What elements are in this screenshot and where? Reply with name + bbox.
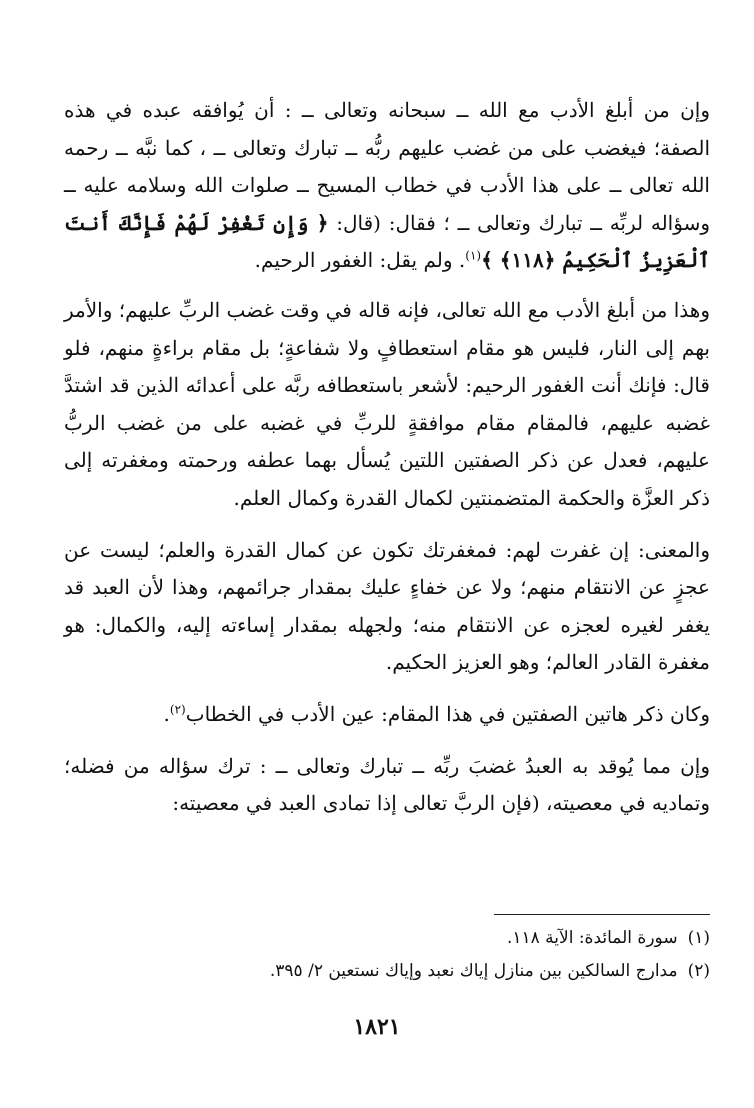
paragraph-5: وإن مما يُوقد به العبدُ غضبَ ربِّه ــ تبارك وتعالى ــ : ترك سؤاله من فضله؛ وتماديه في معصيته، (فإن الربَّ تعالى إذا تمادى العبد في معصيته:: [64, 753, 710, 816]
footnote-2-text: مدارج السالكين بين منازل إياك نعبد وإياك نستعين ٢/ ٣٩٥.: [269, 961, 678, 981]
paragraph-3: والمعنى: إن غفرت لهم: فمغفرتك تكون عن كمال القدرة والعلم؛ ليست عن عجزٍ عن الانتقام منهم؛ ولا عن خفاءٍ عليك بمقدار جرائمهم، وهذا لأن العبد قد يغفر لغيره لعجزه عن الانتقام منه؛ ولجهله بمقدار إساءته إليه، والكمال: هو مغفرة القادر العالم؛ وهو العزيز الحكيم.: [64, 537, 710, 675]
quran-verse: ﴿ وَإِن تَغْفِرْ لَهُمْ فَإِنَّكَ أَنتَ ٱلْعَزِيزُ ٱلْحَكِيمُ ﴿١١٨﴾ ﴾: [64, 210, 710, 273]
paragraph-4-text: وكان ذكر هاتين الصفتين في هذا المقام: عين الأدب في الخطاب: [185, 701, 710, 726]
paragraph-1: [64, 92, 710, 280]
footnote-1: [64, 922, 710, 955]
paragraph-1-text: وإن من أبلغ الأدب مع الله ــ سبحانه وتعالى ــ : أن يُوافقه عبده في هذه الصفة؛ فيغضب على من غضب عليهم ربُّه ــ تبارك وتعالى ــ ، كما نبَّه ــ رحمه الله تعالى ــ على هذا الأدب في خطاب المسيح ــ صلوات الله وسلامه عليه ــ وسؤاله لربِّه ــ تبارك وتعالى ــ ؛ فقال: (قال:: [64, 98, 711, 235]
page-number: ١٨٢١: [353, 1014, 401, 1040]
footnote-2: [64, 955, 710, 988]
paragraph-2: وهذا من أبلغ الأدب مع الله تعالى، فإنه قاله في وقت غضب الربِّ عليهم؛ والأمر بهم إلى النار، فليس هو مقام استعطافٍ ولا شفاعةٍ؛ بل مقام براءةٍ منهم، فلو قال: فإنك أنت الغفور الرحيم: لأشعر باستعطافه ربَّه على أعدائه الذين قد اشتدَّ غضبه عليهم، فالمقام مقام موافقةٍ للربِّ في غضبه على من غضب الربُّ عليهم، فعدل عن ذكر الصفتين اللتين يُسأل بهما عطفه ورحمته ومغفرته إلى ذكر العزَّة والحكمة المتضمنتين لكمال القدرة وكمال العلم.: [64, 297, 710, 510]
footnote-1-number: (١): [687, 928, 710, 948]
paragraph-4-tail: .: [163, 701, 170, 726]
footnote-ref-1[interactable]: (١): [465, 248, 482, 263]
footnote-1-text: سورة المائدة: الآية ١١٨.: [506, 928, 678, 948]
footnote-2-number: (٢): [687, 961, 710, 981]
footnote-separator: [494, 914, 710, 915]
footnote-ref-2[interactable]: (٢): [169, 702, 186, 717]
paragraph-4: [64, 696, 710, 734]
paragraph-1-tail: . ولم يقل: الغفور الرحيم.: [254, 248, 466, 273]
footnotes: [64, 922, 710, 988]
